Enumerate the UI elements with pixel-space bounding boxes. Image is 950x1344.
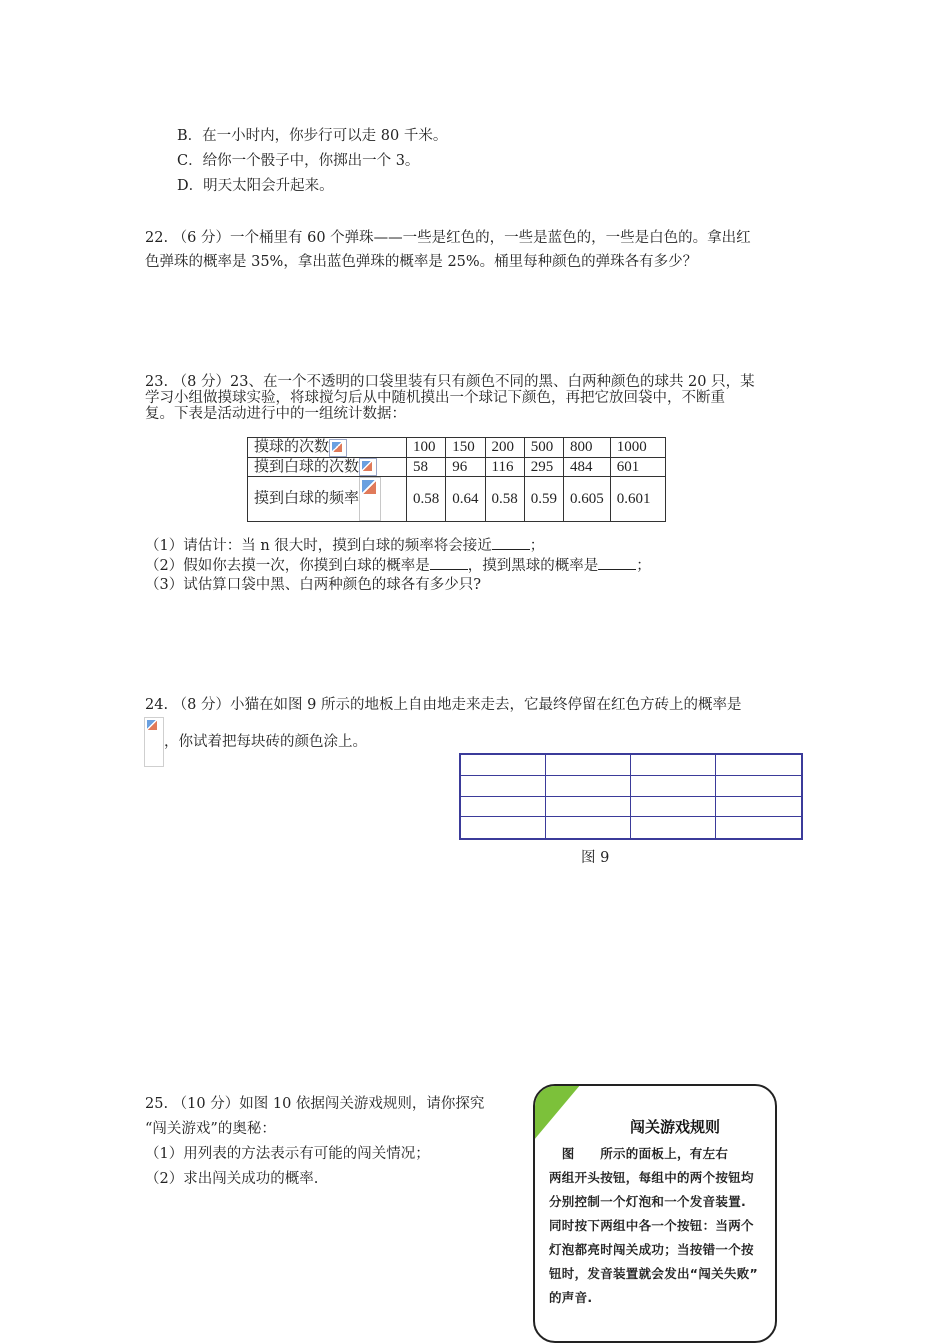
q21-option-b: B．在一小时内，你步行可以走 80 千米。: [177, 128, 448, 144]
tile[interactable]: [546, 817, 631, 838]
tile[interactable]: [631, 797, 716, 818]
broken-image-icon: [144, 717, 164, 767]
floor-tile-grid: [459, 753, 803, 840]
q23-stats-table: [247, 437, 666, 522]
cell: 800: [564, 438, 611, 458]
row-label-freq: 摸到白球的频率: [248, 477, 407, 522]
tile[interactable]: [546, 797, 631, 818]
cell: 0.601: [610, 477, 665, 522]
broken-image-icon: [359, 477, 381, 521]
rules-line: 分别控制一个灯泡和一个发音装置.: [549, 1194, 747, 1209]
q25-line-3: （1）用列表的方法表示有可能的闯关情况；: [145, 1146, 430, 1162]
tile[interactable]: [716, 755, 801, 776]
q22-line-2: 色弹珠的概率是 35%，拿出蓝色弹珠的概率是 25%。桶里每种颜色的弹珠各有多少？: [145, 254, 698, 270]
tile[interactable]: [716, 776, 801, 797]
tile[interactable]: [716, 817, 801, 838]
tile[interactable]: [461, 776, 546, 797]
cell: 100: [407, 438, 446, 458]
q23-sub-1: （1）请估计：当 n 很大时，摸到白球的频率将会接近 ；: [145, 535, 544, 556]
table-row: [248, 457, 666, 477]
q25-line-2: “闯关游戏”的奥秘：: [145, 1121, 276, 1137]
q22-line-1: 22. （6 分）一个桶里有 60 个弹珠——一些是红色的，一些是蓝色的，一些是白色的。拿出红: [145, 230, 751, 246]
q25-line-1: 25. （10 分）如图 10 依据闯关游戏规则，请你探究: [145, 1096, 485, 1112]
cell: 96: [446, 457, 485, 477]
rules-line: 的声音.: [549, 1290, 593, 1305]
tile[interactable]: [631, 755, 716, 776]
rules-body: [549, 1142, 765, 1310]
cell: 150: [446, 438, 485, 458]
table-row: [248, 477, 666, 522]
rules-line: 钮时，发音装置就会发出“闯关失败”: [549, 1266, 759, 1281]
cell: 0.59: [524, 477, 563, 522]
answer-blank[interactable]: [430, 555, 468, 570]
tile[interactable]: [631, 776, 716, 797]
cell: 116: [485, 457, 524, 477]
tile[interactable]: [546, 755, 631, 776]
broken-image-icon: [359, 458, 377, 476]
row-label-white: 摸到白球的次数: [248, 457, 407, 477]
cell: 601: [610, 457, 665, 477]
answer-blank[interactable]: [598, 555, 636, 570]
rules-line: 同时按下两组中各一个按钮：当两个: [549, 1218, 754, 1233]
broken-image-icon: [145, 718, 161, 734]
question-22: [145, 226, 810, 274]
question-23: [145, 374, 810, 422]
cell: 0.58: [485, 477, 524, 522]
cell: 295: [524, 457, 563, 477]
game-rules-card: [533, 1084, 777, 1343]
tile[interactable]: [461, 817, 546, 838]
q23-line-1: 23. （8 分）23、在一个不透明的口袋里装有只有颜色不同的黑、白两种颜色的球共 20 只，某: [145, 374, 755, 390]
tile[interactable]: [546, 776, 631, 797]
cell: 0.58: [407, 477, 446, 522]
broken-image-icon: [329, 439, 347, 457]
rules-line: 灯泡都亮时闯关成功；当按错一个按: [549, 1242, 754, 1257]
cell: 58: [407, 457, 446, 477]
q24-line-2: ，你试着把每块砖的颜色涂上。: [164, 734, 367, 750]
rules-title: 闯关游戏规则: [629, 1118, 720, 1136]
q23-sub-3: （3）试估算口袋中黑、白两种颜色的球各有多少只?: [145, 577, 481, 593]
cell: 484: [564, 457, 611, 477]
cell: 500: [524, 438, 563, 458]
cell: 1000: [610, 438, 665, 458]
cell: 0.64: [446, 477, 485, 522]
q24-line-1: 24. （8 分）小猫在如图 9 所示的地板上自由地走来走去，它最终停留在红色方砖上的概率是: [145, 697, 742, 713]
row-label-draws: 摸球的次数: [248, 438, 407, 458]
tile[interactable]: [716, 797, 801, 818]
cell: 200: [485, 438, 524, 458]
tile[interactable]: [461, 755, 546, 776]
q25-line-4: （2）求出闯关成功的概率.: [145, 1171, 319, 1187]
cell: 0.605: [564, 477, 611, 522]
q23-line-3: 复。下表是活动进行中的一组统计数据：: [145, 406, 406, 422]
table-row: [248, 438, 666, 458]
tile[interactable]: [631, 817, 716, 838]
tile[interactable]: [461, 797, 546, 818]
rules-line: 图 所示的面板上，有左右: [549, 1146, 729, 1161]
q23-sub-2: （2）假如你去摸一次，你摸到白球的概率是 ，摸到黑球的概率是 ；: [145, 555, 651, 576]
rules-line: 两组开头按钮，每组中的两个按钮均: [549, 1170, 754, 1185]
q23-line-2: 学习小组做摸球实验，将球搅匀后从中随机摸出一个球记下颜色，再把它放回袋中，不断重: [145, 390, 725, 406]
q21-option-c: C．给你一个骰子中，你掷出一个 3。: [177, 153, 420, 169]
answer-blank[interactable]: [492, 535, 530, 550]
q21-option-d: D．明天太阳会升起来。: [177, 178, 334, 194]
figure-9-caption: 图 9: [581, 850, 610, 866]
